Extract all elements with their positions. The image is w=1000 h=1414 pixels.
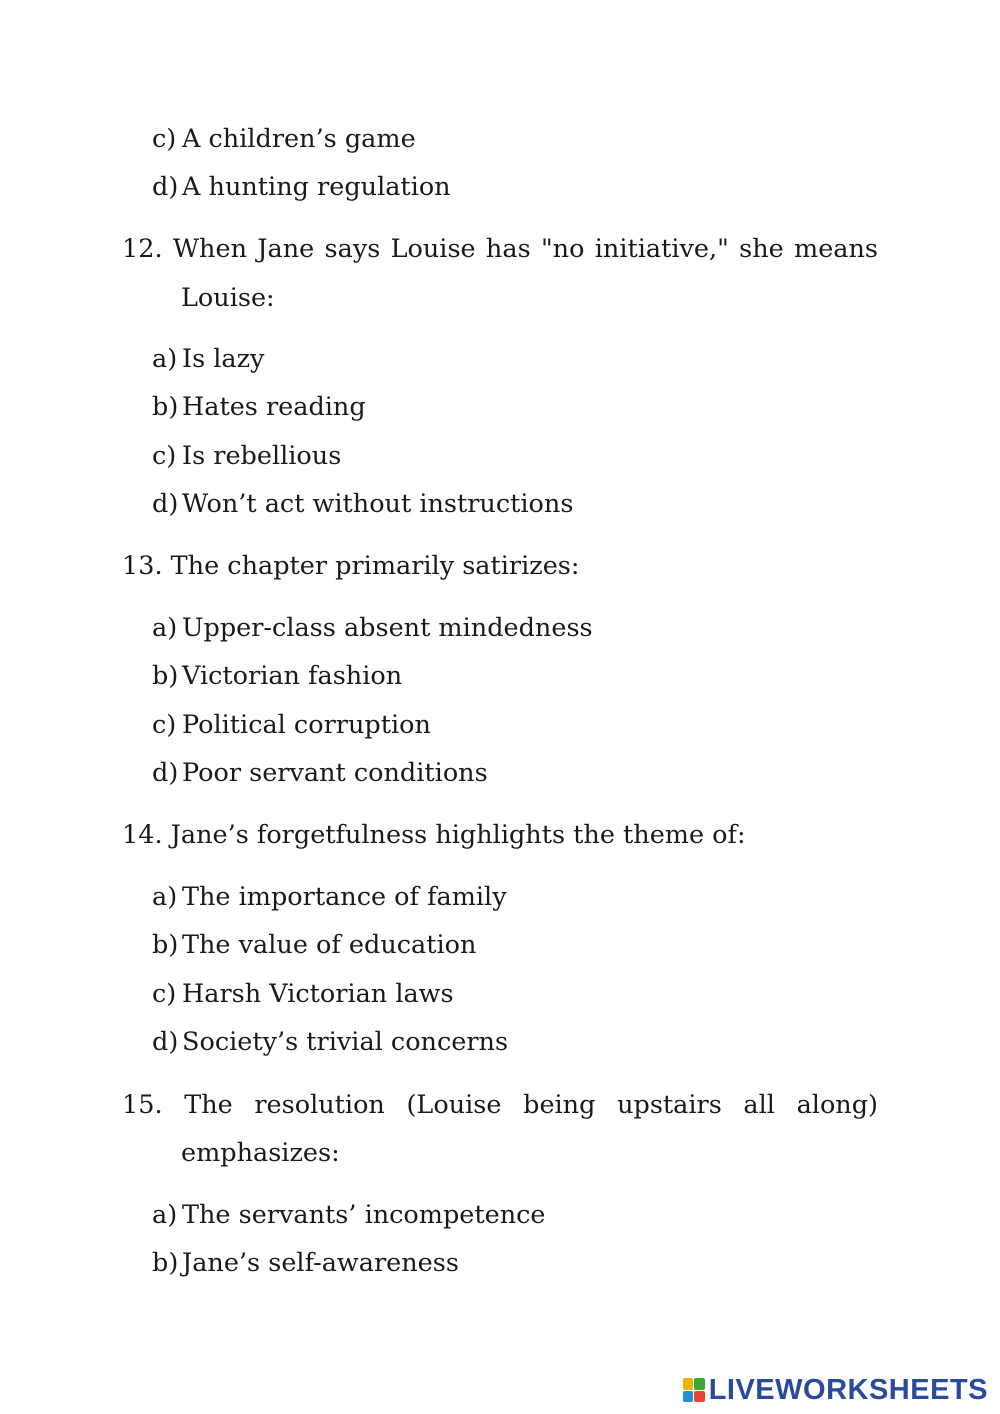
option-text: A hunting regulation [182, 172, 451, 202]
option-text: Poor servant conditions [182, 758, 488, 788]
option-13b [152, 661, 402, 691]
option-letter: d) [152, 489, 179, 519]
option-12a [152, 344, 264, 374]
option-12c [152, 441, 341, 471]
logo-tile [683, 1378, 694, 1390]
option-15a [152, 1200, 546, 1230]
option-letter: b) [152, 930, 179, 960]
option-text: A children’s game [182, 124, 416, 154]
option-text: Is lazy [182, 344, 265, 374]
option-11c [152, 124, 416, 154]
option-text: Is rebellious [182, 441, 342, 471]
option-text: Hates reading [182, 392, 366, 422]
option-14a [152, 882, 507, 912]
option-letter: a) [152, 1200, 178, 1230]
option-text: The servants’ incompetence [182, 1200, 546, 1230]
question-12: 12. When Jane says Louise has "no initiative," she means [122, 234, 878, 264]
option-letter: c) [152, 979, 177, 1009]
question-12-continuation: Louise: [181, 283, 275, 313]
question-15: 15. The resolution (Louise being upstairs all along) [122, 1090, 878, 1120]
option-letter: b) [152, 1248, 179, 1278]
option-letter: a) [152, 344, 178, 374]
option-text: Victorian fashion [182, 661, 403, 691]
option-letter: b) [152, 392, 179, 422]
question-15-continuation: emphasizes: [181, 1138, 340, 1168]
question-13: 13. The chapter primarily satirizes: [122, 551, 580, 581]
liveworksheets-logo-icon [683, 1378, 705, 1402]
option-text: Won’t act without instructions [182, 489, 574, 519]
option-letter: c) [152, 710, 177, 740]
logo-tile [694, 1378, 705, 1390]
logo-text: LIVEWORKSHEETS [708, 1373, 988, 1406]
option-13d [152, 758, 488, 788]
option-letter: a) [152, 613, 178, 643]
option-12b [152, 392, 366, 422]
liveworksheets-logo[interactable] [683, 1374, 988, 1406]
option-text: The importance of family [182, 882, 507, 912]
option-letter: b) [152, 661, 179, 691]
option-text: Upper-class absent mindedness [182, 613, 593, 643]
option-letter: c) [152, 124, 177, 154]
option-12d [152, 489, 573, 519]
question-14: 14. Jane’s forgetfulness highlights the theme of: [122, 820, 746, 850]
option-letter: c) [152, 441, 177, 471]
logo-tile [694, 1391, 705, 1403]
option-11d [152, 172, 451, 202]
option-15b [152, 1248, 459, 1278]
option-text: Society’s trivial concerns [182, 1027, 509, 1057]
logo-tile [683, 1391, 694, 1403]
option-letter: d) [152, 172, 179, 202]
option-14c [152, 979, 454, 1009]
option-text: The value of education [182, 930, 477, 960]
option-letter: d) [152, 758, 179, 788]
option-text: Political corruption [182, 710, 431, 740]
option-letter: a) [152, 882, 178, 912]
option-14d [152, 1027, 508, 1057]
option-letter: d) [152, 1027, 179, 1057]
option-text: Harsh Victorian laws [182, 979, 454, 1009]
option-13c [152, 710, 431, 740]
option-13a [152, 613, 593, 643]
option-14b [152, 930, 476, 960]
option-text: Jane’s self-awareness [182, 1248, 459, 1278]
